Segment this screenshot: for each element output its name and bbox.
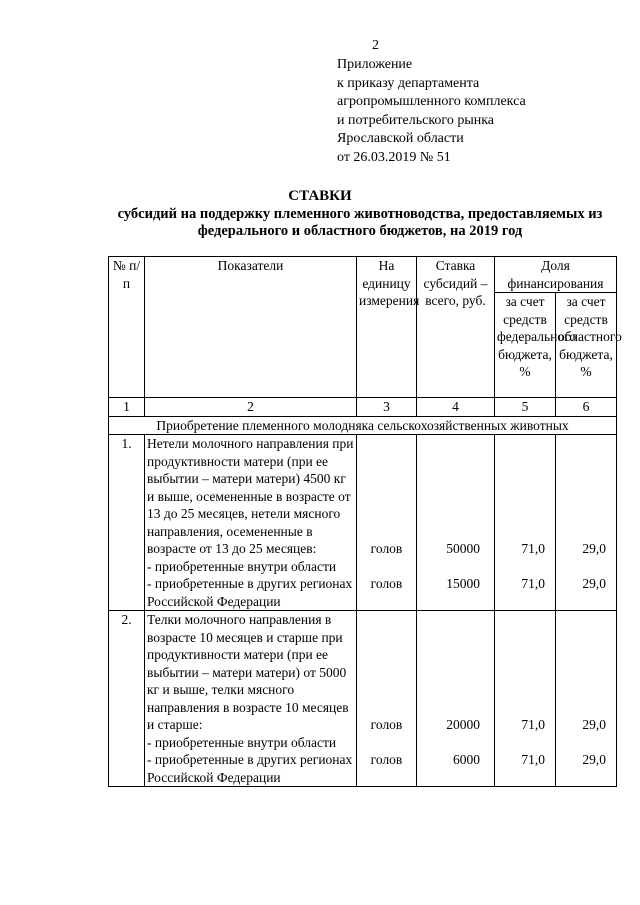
row-unit-cell	[357, 435, 417, 611]
row-federal-cell	[495, 611, 556, 787]
appendix-line: и потребительского рынка	[337, 112, 495, 128]
row-item-regional: 29,0	[582, 717, 606, 732]
section-row	[109, 416, 617, 435]
row-item-label: - приобретенные в других регионах Российской Федерации	[147, 752, 353, 785]
page-number: 2	[372, 38, 379, 53]
row-rate-cell	[417, 611, 495, 787]
row-item-rate: 50000	[446, 541, 480, 556]
row-item-regional: 29,0	[582, 576, 606, 591]
header-regional: за счет средств областного бюджета, %	[556, 293, 617, 398]
row-item-federal: 71,0	[521, 541, 545, 556]
row-description-text: Нетели молочного направления при продуктивности матери (при ее выбытии – матери матери) 4500 кг и выше, осемененные в возрасте от 13 до 25 месяцев, нетели мясного направления, осемененные в возрасте от 13 до 25 месяцев:	[147, 436, 354, 556]
header-num: № п/п	[109, 257, 145, 398]
row-unit-cell	[357, 611, 417, 787]
document-subtitle: субсидий на поддержку племенного животноводства, предоставляемых из федерального и областного бюджетов, на 2019 год	[117, 206, 603, 239]
appendix-block	[337, 56, 526, 167]
appendix-line: от 26.03.2019 № 51	[337, 149, 451, 165]
row-item-rate: 6000	[453, 752, 480, 767]
row-item-label: - приобретенные внутри области	[147, 558, 337, 574]
header-share: Доля финансирования	[495, 257, 617, 293]
row-item-unit: голов	[370, 752, 403, 767]
row-regional-cell	[556, 611, 617, 787]
table-row	[109, 435, 617, 611]
row-item-regional: 29,0	[582, 752, 606, 767]
row-description	[145, 435, 357, 611]
rates-table	[108, 256, 622, 787]
row-item-unit: голов	[370, 541, 403, 556]
row-federal-cell	[495, 435, 556, 611]
col-number: 3	[357, 398, 417, 417]
header-federal: за счет средств федерального бюджета, %	[495, 293, 556, 398]
row-item-label: - приобретенные внутри области	[147, 734, 337, 750]
row-item-federal: 71,0	[521, 717, 545, 732]
row-item-rate: 15000	[446, 576, 480, 591]
header-indicators: Показатели	[145, 257, 357, 398]
document-title: СТАВКИ	[288, 188, 352, 204]
row-item-federal: 71,0	[521, 576, 545, 591]
col-number: 4	[417, 398, 495, 417]
column-numbers-row	[109, 398, 617, 417]
col-number: 6	[556, 398, 617, 417]
row-regional-cell	[556, 435, 617, 611]
row-item-regional: 29,0	[582, 541, 606, 556]
row-description	[145, 611, 357, 787]
row-description-text: Телки молочного направления в возрасте 10 месяцев и старше при продуктивности матери (при ее выбытии – матери матери) от 5000 кг и выше, телки мясного направления в возрасте 10 месяцев и старше:	[147, 612, 349, 732]
row-item-rate: 20000	[446, 717, 480, 732]
section-title: Приобретение племенного молодняка сельскохозяйственных животных	[109, 416, 617, 435]
row-item-label: - приобретенные в других регионах Российской Федерации	[147, 576, 353, 609]
appendix-line: к приказу департамента	[337, 75, 480, 91]
row-number: 2.	[109, 611, 145, 787]
col-number: 1	[109, 398, 145, 417]
appendix-line: агропромышленного комплекса	[337, 94, 526, 109]
appendix-line: Приложение	[337, 57, 413, 72]
table-row	[109, 611, 617, 787]
row-rate-cell	[417, 435, 495, 611]
appendix-line: Ярославской области	[337, 131, 464, 146]
header-unit: На единицу измерения	[357, 257, 417, 398]
row-item-federal: 71,0	[521, 752, 545, 767]
col-number: 5	[495, 398, 556, 417]
header-row	[109, 257, 617, 293]
row-item-unit: голов	[370, 717, 403, 732]
row-number: 1.	[109, 435, 145, 611]
col-number: 2	[145, 398, 357, 417]
row-item-unit: голов	[370, 576, 403, 591]
header-rate: Ставка субсидий – всего, руб.	[417, 257, 495, 398]
